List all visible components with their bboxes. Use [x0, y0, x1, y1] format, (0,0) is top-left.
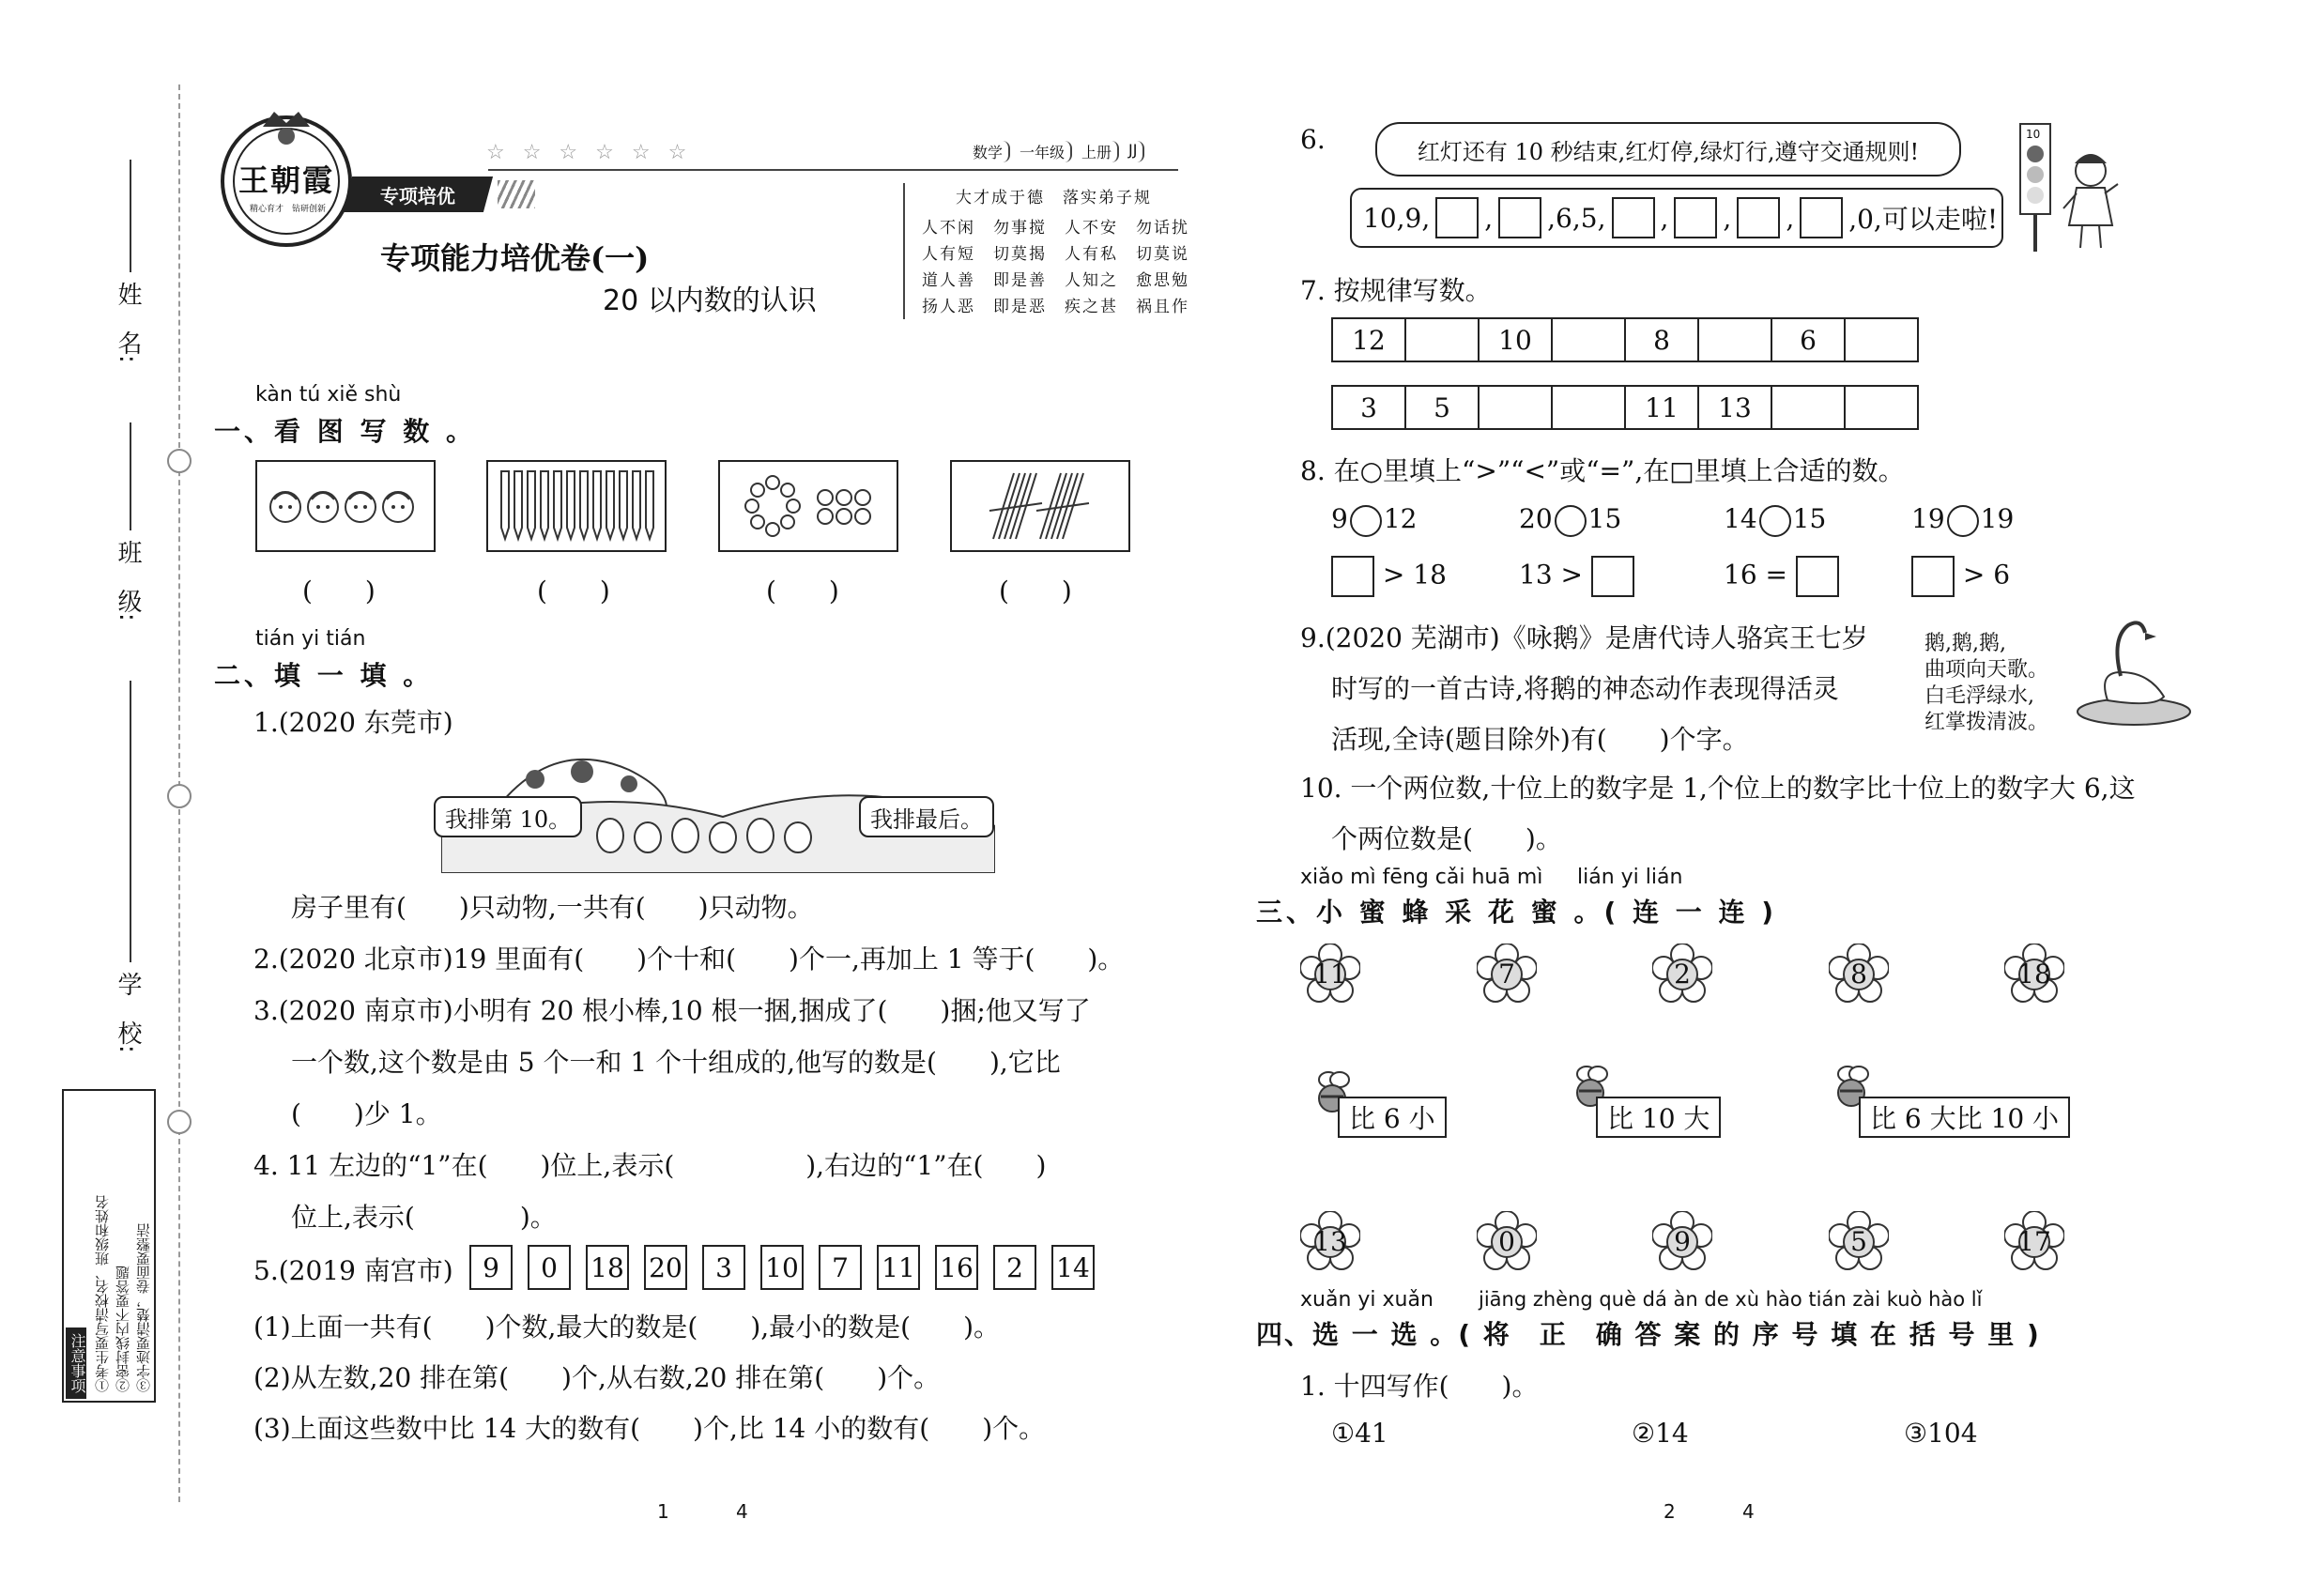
- section3-pinyin-b: lián yi lián: [1577, 866, 1683, 889]
- flower-number: 11: [1313, 958, 1347, 990]
- flower-number: 7: [1498, 958, 1515, 990]
- flower[interactable]: [2004, 1211, 2064, 1271]
- flower[interactable]: [1300, 1211, 1360, 1271]
- binding-hole-3: [167, 1110, 192, 1134]
- s4q1-option[interactable]: ③104: [1904, 1418, 1978, 1449]
- notice-item: ①考生要写清校名、班级和姓名: [94, 1195, 111, 1392]
- number-box: 0: [528, 1245, 571, 1290]
- circle-blank[interactable]: [1555, 505, 1587, 537]
- flower-number: 17: [2017, 1225, 2051, 1257]
- square-blank[interactable]: [1591, 556, 1634, 597]
- q1-text: 房子里有( )只动物,一共有( )只动物。: [291, 892, 814, 923]
- q9-text-a: 9.(2020 芜湖市)《咏鹅》是唐代诗人骆宾王七岁: [1300, 622, 1868, 653]
- left-page-total: 4: [736, 1500, 748, 1523]
- q1-bubble-left: 我排第 10。: [434, 796, 582, 837]
- s4q1-option[interactable]: ②14: [1632, 1418, 1689, 1449]
- bee-label[interactable]: 比 6 大比 10 小: [1859, 1097, 2070, 1138]
- seq-blank[interactable]: [1612, 197, 1655, 238]
- circle-blank[interactable]: [1350, 505, 1382, 537]
- flower[interactable]: [1829, 944, 1889, 1004]
- q7-cell[interactable]: 3: [1331, 385, 1406, 430]
- q8-fill: > 18: [1331, 556, 1447, 597]
- picture-circles: [718, 460, 898, 552]
- school-label: 学 校:: [114, 972, 142, 1053]
- section1-title: 一、看 图 写 数 。: [214, 416, 476, 447]
- answer-blank[interactable]: ( ): [537, 575, 610, 606]
- section4-pinyin-a: xuǎn yi xuǎn: [1300, 1288, 1434, 1312]
- q7-cell[interactable]: [1553, 317, 1626, 362]
- q1-bubble-right: 我排最后。: [859, 796, 994, 837]
- left-page-number: 1: [657, 1500, 669, 1523]
- subject-tags: [967, 141, 1144, 162]
- school-line[interactable]: [130, 681, 131, 962]
- flower[interactable]: [2004, 944, 2064, 1004]
- q8-fill: 16 =: [1724, 556, 1839, 597]
- section3-title: 三、小 蜜 蜂 采 花 蜜 。( 连 一 连 ): [1256, 897, 1778, 928]
- q6-number: 6.: [1300, 124, 1326, 155]
- q5-number-row: [469, 1245, 1108, 1290]
- q8-compare: 19 19: [1911, 503, 2014, 537]
- flower-number: 0: [1498, 1225, 1515, 1257]
- bee-label[interactable]: 比 6 小: [1338, 1097, 1447, 1138]
- number-box: 20: [644, 1245, 687, 1290]
- q8-fill: > 6: [1911, 556, 2010, 597]
- section3-pinyin-a: xiǎo mì fēng cǎi huā mì: [1300, 866, 1543, 889]
- flower-number: 9: [1674, 1225, 1691, 1257]
- seq-blank[interactable]: [1498, 197, 1541, 238]
- traffic-light: [2018, 122, 2052, 253]
- circle-blank[interactable]: [1947, 505, 1979, 537]
- q3-text-c: ( )少 1。: [291, 1098, 442, 1129]
- q7-cell[interactable]: 10: [1480, 317, 1553, 362]
- q7-cell[interactable]: [1699, 317, 1772, 362]
- q7-cell[interactable]: [1772, 385, 1846, 430]
- girl-icon: [2058, 150, 2124, 253]
- section4-title: 四、选 一 选 。( 将 正 确 答 案 的 序 号 填 在 括 号 里 ): [1256, 1319, 2041, 1350]
- motto-divider: [903, 183, 905, 319]
- number-box: 14: [1051, 1245, 1095, 1290]
- q7-cell[interactable]: 8: [1626, 317, 1699, 362]
- q7-cell[interactable]: [1846, 317, 1919, 362]
- flower[interactable]: [1477, 944, 1537, 1004]
- seq-blank[interactable]: [1435, 197, 1479, 238]
- logo-badge: [216, 108, 357, 249]
- q6-sequence: 10,9, , ,6,5, , , , ,0,可以走啦!: [1350, 188, 2003, 248]
- logo-text: 王朝霞: [238, 162, 335, 198]
- right-page-number: 2: [1664, 1500, 1676, 1523]
- q5-label: 5.(2019 南宫市): [253, 1255, 453, 1286]
- q5-sub3: (3)上面这些数中比 14 大的数有( )个,比 14 小的数有( )个。: [253, 1413, 1046, 1444]
- q3-text-b: 一个数,这个数是由 5 个一和 1 个十组成的,他写的数是( ),它比: [291, 1047, 1061, 1078]
- picture-faces: [255, 460, 436, 552]
- answer-blank[interactable]: ( ): [999, 575, 1072, 606]
- q7-cell[interactable]: [1553, 385, 1626, 430]
- q9-text-b: 时写的一首古诗,将鹅的神态动作表现得活灵: [1331, 673, 1839, 704]
- q4-text-b: 位上,表示( )。: [291, 1202, 557, 1233]
- q8-compare: 14 15: [1724, 503, 1826, 537]
- seq-blank[interactable]: [1800, 197, 1843, 238]
- flower-number: 5: [1850, 1225, 1867, 1257]
- s4q1-option[interactable]: ①41: [1331, 1418, 1388, 1449]
- tag-edition: JJ: [1123, 141, 1144, 162]
- q10-text-b: 个两位数是( )。: [1331, 823, 1562, 854]
- q7-cell[interactable]: 5: [1406, 385, 1480, 430]
- number-box: 10: [760, 1245, 804, 1290]
- notice-box: [62, 1089, 156, 1403]
- seq-blank[interactable]: [1737, 197, 1780, 238]
- circles-icon: [720, 462, 897, 550]
- tag-grade: 一年级: [1014, 141, 1072, 162]
- flower-number: 8: [1850, 958, 1867, 990]
- q9-text-c: 活现,全诗(题目除外)有( )个字。: [1331, 724, 1749, 755]
- pencils-icon: [488, 462, 665, 550]
- q8-compare: 9 12: [1331, 503, 1417, 537]
- motto-line: 人有短 切莫揭 人有私 切莫说: [922, 245, 1189, 264]
- square-blank[interactable]: [1911, 556, 1955, 597]
- q7-cell[interactable]: [1406, 317, 1480, 362]
- q8-text: 8. 在○里填上“>”“<”或“=”,在□里填上合适的数。: [1300, 455, 1905, 486]
- motto-line: 人不闲 勿事搅 人不安 勿话扰: [922, 219, 1189, 238]
- number-box: 16: [935, 1245, 978, 1290]
- class-line[interactable]: [130, 422, 131, 530]
- swan-icon: [2070, 610, 2192, 732]
- motto-top: 大才成于德 落实弟子规: [956, 189, 1152, 207]
- q7-table-row1: [1331, 317, 1919, 362]
- q7-cell[interactable]: 12: [1331, 317, 1406, 362]
- number-box: 9: [469, 1245, 513, 1290]
- q7-cell[interactable]: [1846, 385, 1919, 430]
- q4-text-a: 4. 11 左边的“1”在( )位上,表示( ),右边的“1”在( ): [253, 1150, 1047, 1181]
- flower[interactable]: [1829, 1211, 1889, 1271]
- traffic-light-digits: 10: [2026, 128, 2041, 141]
- answer-blank[interactable]: ( ): [766, 575, 839, 606]
- flower-number: 13: [1313, 1225, 1347, 1257]
- traffic-light-icon: [2018, 122, 2052, 253]
- page-title: 专项能力培优卷(一): [380, 240, 650, 276]
- q7-cell[interactable]: [1480, 385, 1553, 430]
- swan-illustration: [2070, 610, 2192, 732]
- number-box: 3: [702, 1245, 745, 1290]
- flower-number: 18: [2017, 958, 2051, 990]
- q3-text-a: 3.(2020 南京市)小明有 20 根小棒,10 根一捆,捆成了( )捆;他又写了: [253, 995, 1091, 1026]
- flower-number: 2: [1674, 958, 1691, 990]
- square-blank[interactable]: [1331, 556, 1374, 597]
- flower[interactable]: [1477, 1211, 1537, 1271]
- seq-blank[interactable]: [1674, 197, 1717, 238]
- stick-bundles-icon: [952, 462, 1128, 550]
- tag-volume: 上册: [1076, 141, 1119, 162]
- s4q1-text: 1. 十四写作( )。: [1300, 1371, 1539, 1402]
- class-label: 班 级:: [114, 540, 142, 622]
- header-rule: [488, 169, 1178, 171]
- ribbon: 专项培优: [343, 176, 493, 212]
- q8-compare: 20 15: [1519, 503, 1621, 537]
- picture-pencils: [486, 460, 667, 552]
- logo-subtext: 精心育才 钻研创新: [250, 205, 327, 214]
- q10-text-a: 10. 一个两位数,十位上的数字是 1,个位上的数字比十位上的数字大 6,这: [1300, 773, 2136, 804]
- q7-cell[interactable]: 13: [1699, 385, 1772, 430]
- section2-title: 二、填 一 填 。: [214, 660, 434, 691]
- section4-pinyin-b: jiāng zhèng què dá àn de xù hào tián zài kuò hào lǐ: [1479, 1288, 1983, 1311]
- section1-pinyin: kàn tú xiě shù: [255, 383, 402, 407]
- binding-hole-2: [167, 784, 192, 808]
- q7-text: 7. 按规律写数。: [1300, 275, 1492, 306]
- number-box: 18: [586, 1245, 629, 1290]
- page-subtitle: 20 以内数的认识: [603, 284, 817, 317]
- q2-text: 2.(2020 北京市)19 里面有( )个十和( )个一,再加上 1 等于( )。: [253, 944, 1125, 974]
- notice-item: ②密封线内不要答题: [115, 1266, 131, 1392]
- notice-title: 注意事项: [66, 1327, 86, 1399]
- q6-bubble: 红灯还有 10 秒结束,红灯停,绿灯行,遵守交通规则!: [1375, 122, 1961, 176]
- number-box: 2: [993, 1245, 1036, 1290]
- section2-pinyin: tián yi tián: [255, 627, 366, 651]
- girl-illustration: [2058, 150, 2124, 253]
- motto-line: 道人善 即是善 人知之 愈思勉: [922, 271, 1189, 290]
- bee-label[interactable]: 比 10 大: [1596, 1097, 1721, 1138]
- flower[interactable]: [1300, 944, 1360, 1004]
- tag-subject: 数学: [967, 141, 1010, 162]
- number-box: 11: [877, 1245, 920, 1290]
- flower[interactable]: [1652, 944, 1712, 1004]
- q8-fill: 13 >: [1519, 556, 1634, 597]
- flower[interactable]: [1652, 1211, 1712, 1271]
- q7-cell[interactable]: 11: [1626, 385, 1699, 430]
- binding-hole-1: [167, 449, 192, 473]
- motto-line: 扬人恶 即是恶 疾之甚 祸且作: [922, 298, 1189, 316]
- notice-item: ③字迹要清楚，卷面要整洁: [135, 1223, 152, 1392]
- poem: [1924, 631, 2048, 736]
- poem-line: 白毛浮绿水,: [1924, 684, 2034, 708]
- poem-line: 曲项向天歌。: [1924, 658, 2049, 682]
- ribbon-stripes: [498, 180, 535, 208]
- q7-cell[interactable]: 6: [1772, 317, 1846, 362]
- poem-line: 鹅,鹅,鹅,: [1924, 632, 2006, 655]
- name-label: 姓 名:: [114, 282, 142, 363]
- q1-label: 1.(2020 东莞市): [253, 707, 453, 738]
- answer-blank[interactable]: ( ): [302, 575, 376, 606]
- name-line[interactable]: [130, 160, 131, 272]
- picture-sticks: [950, 460, 1130, 552]
- poem-line: 红掌拨清波。: [1924, 711, 2049, 734]
- number-box: 7: [819, 1245, 862, 1290]
- square-blank[interactable]: [1796, 556, 1839, 597]
- right-page-total: 4: [1742, 1500, 1755, 1523]
- circle-blank[interactable]: [1759, 505, 1791, 537]
- q7-table-row2: [1331, 385, 1919, 430]
- q5-sub1: (1)上面一共有( )个数,最大的数是( ),最小的数是( )。: [253, 1312, 1001, 1343]
- children-faces-icon: [257, 462, 434, 550]
- header-stars: ☆ ☆ ☆ ☆ ☆ ☆: [486, 141, 693, 164]
- q5-sub2: (2)从左数,20 排在第( )个,从右数,20 排在第( )个。: [253, 1362, 941, 1393]
